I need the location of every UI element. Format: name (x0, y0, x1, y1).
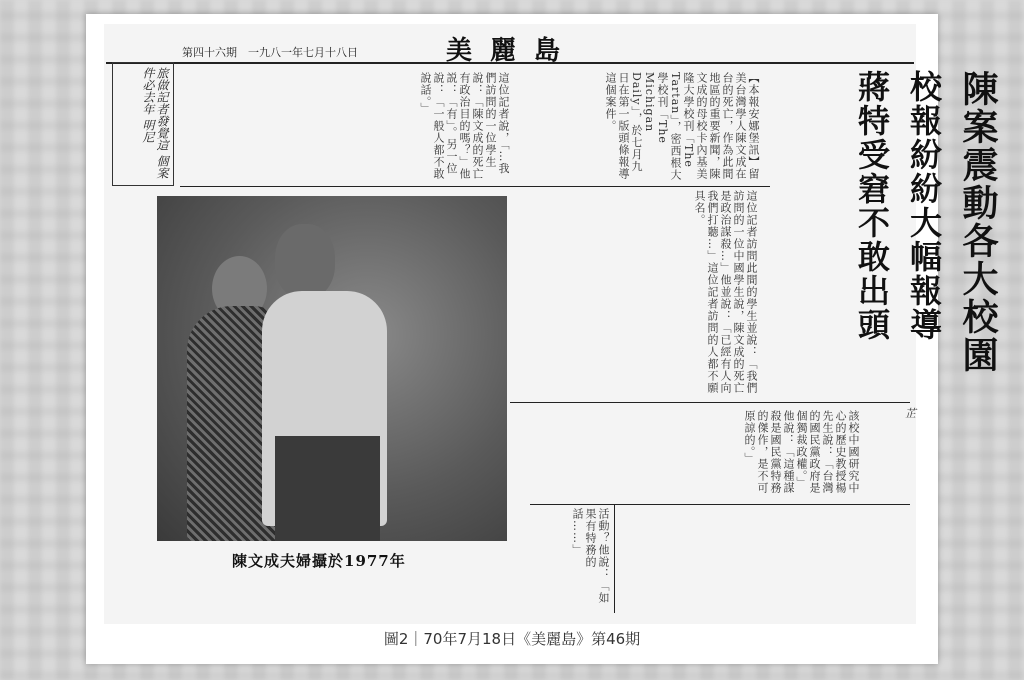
handwritten-note: 旅做記者發覺這 個案件必去年 明尼 (141, 67, 169, 179)
article-column-d: 該校中國研究中心的歷史教授楊先生說：「台灣的國民黨政府是個獨裁政權。」他說：「這種謀殺是國民黨特務的傑作，是不可原諒的。」 (743, 410, 860, 494)
photo-caption: 陳文成夫婦攝於1977年 (232, 552, 406, 570)
column-divider (614, 505, 615, 613)
figure-caption: 圖2｜70年7月18日《美麗島》第46期 (383, 630, 641, 648)
headline-2: 校報紛紛大幅報導 (905, 70, 943, 342)
article-column-e: 活動？他說：「如果有特務的話……」 (571, 508, 610, 604)
article-column-c: 這位記者訪問此間的學生並說：「我們訪問的一位中國學生說，陳文成的死亡是政治謀殺…」他並說：「已經有人向我們打聽…」這位記者訪問的人都不願具名。 (693, 190, 758, 394)
man-figure-trousers (275, 436, 380, 541)
headline-3: 蔣特受窘不敢出頭 (853, 70, 891, 342)
handwritten-note-box (112, 62, 174, 186)
handwritten-signature: 芷 (905, 407, 916, 420)
column-divider (530, 504, 910, 505)
article-column-a: 【本報安娜堡訊】留美台灣學人陳文成在台的死亡，作為此間地區的重要新聞，陳文成的母校卡內基美隆大學校刊「The Tartan」，密西根大學校刊「The Michigan Daily」，於七月九日在第一版頭條報導這個案件。 (604, 72, 760, 181)
headline-block (854, 70, 1004, 400)
newspaper-title: 美麗島 (446, 36, 579, 66)
newspaper-masthead (106, 30, 914, 64)
column-divider (510, 402, 910, 403)
headline-1: 陳案震動各大校園 (957, 70, 999, 374)
column-divider (180, 186, 770, 187)
issue-line: 第四十六期 一九八一年七月十八日 (182, 46, 358, 59)
couple-photo (157, 196, 507, 541)
article-column-b: 這位記者說，「…我們訪問的一位學生說：「陳文成的死亡有政治目的嗎？」他説：「有」。另一位說：「一般人都不敢說話。」 (419, 72, 510, 180)
man-figure-head (275, 224, 335, 299)
